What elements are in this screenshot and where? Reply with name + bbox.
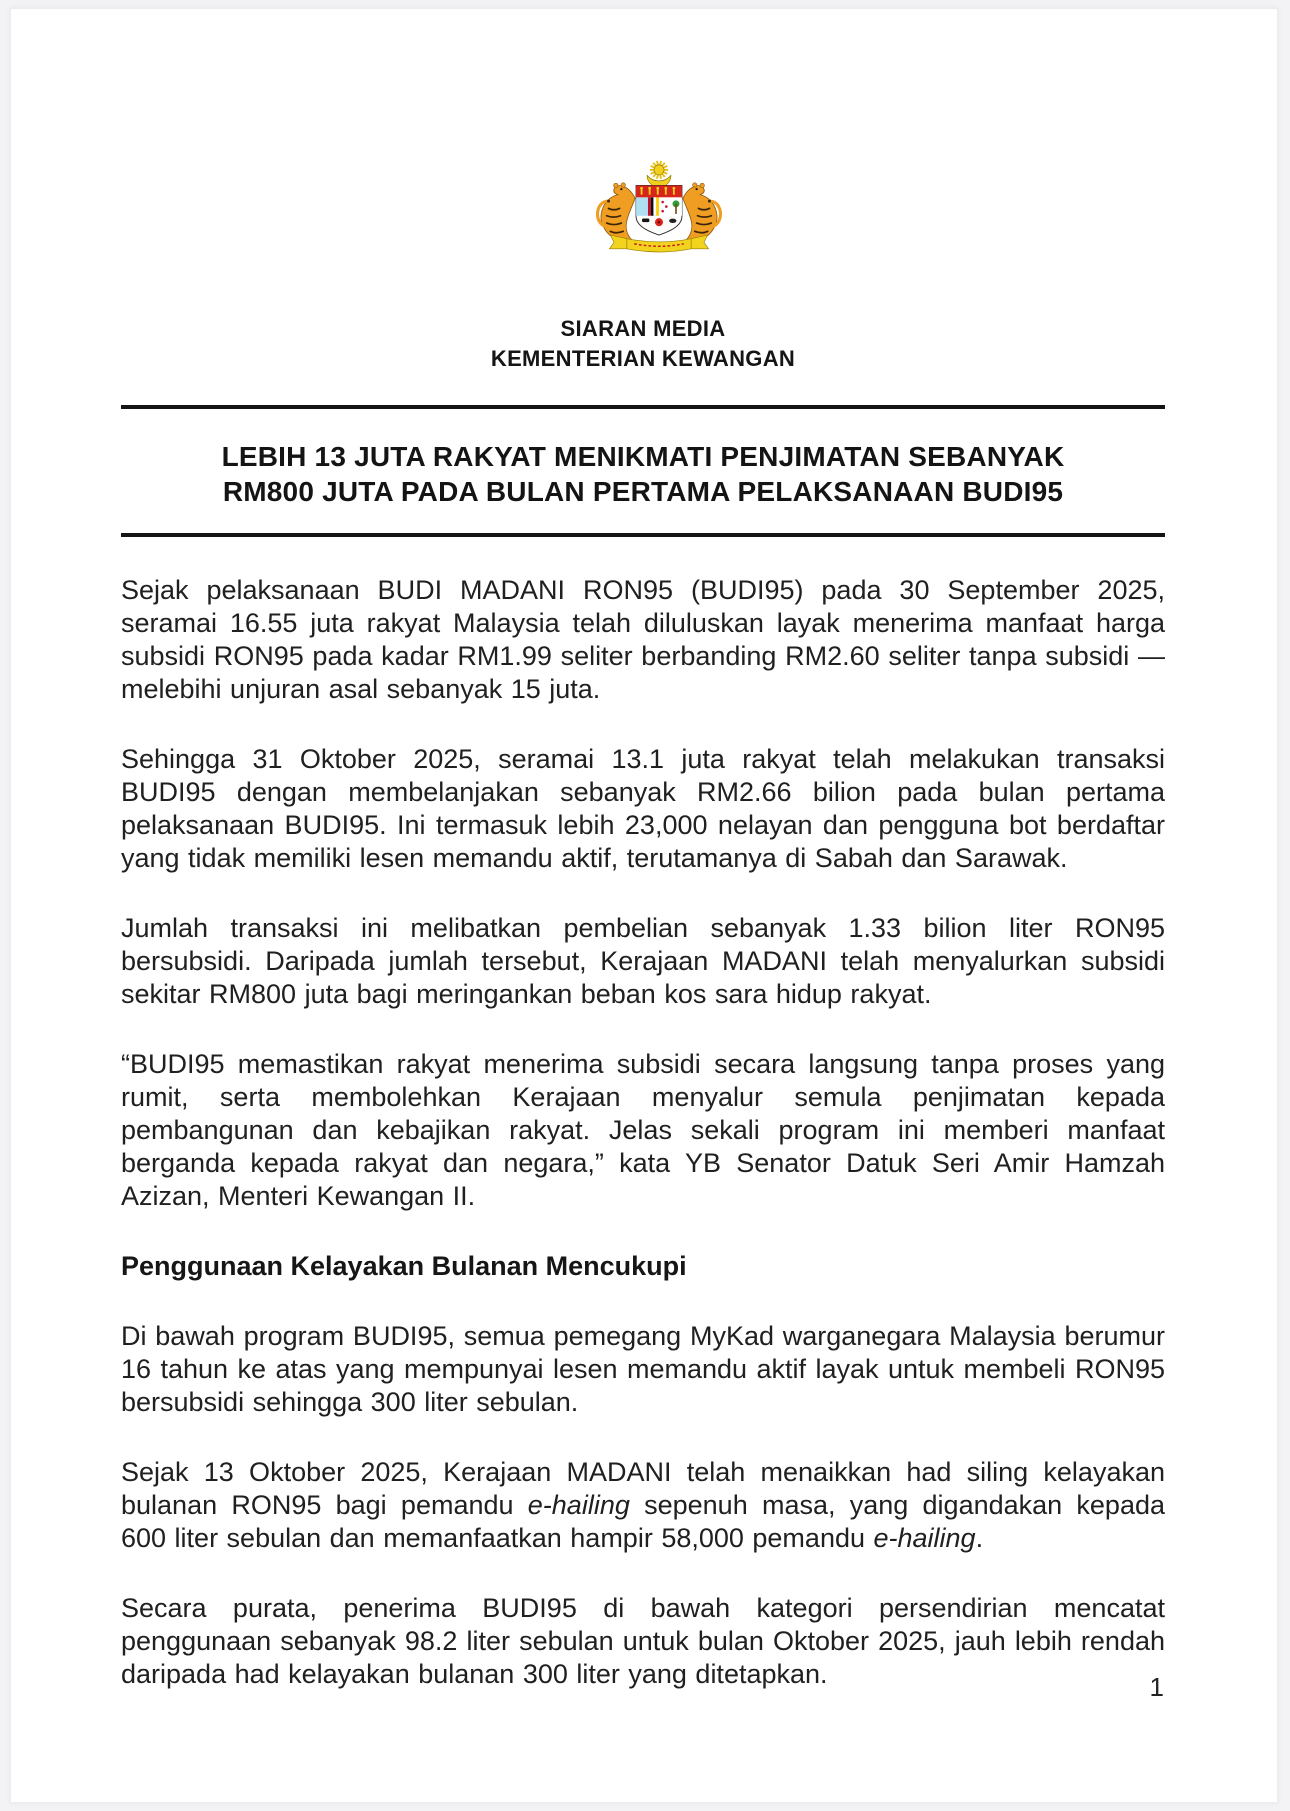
text-run: . <box>975 1523 984 1553</box>
text-run: Jumlah transaksi ini melibatkan pembelian sebanyak 1.33 bilion liter RON95 bersubsidi. Daripada jumlah tersebut, Kerajaan MADANI telah menyalurkan subsidi sekitar RM800 juta bagi meringankan beban kos sara hidup rakyat. <box>121 913 1165 1009</box>
text-run: Sehingga 31 Oktober 2025, seramai 13.1 juta rakyat telah melakukan transaksi BUDI95 dengan membelanjakan sebanyak RM2.66 bilion pada bulan pertama pelaksanaan BUDI95. Ini termasuk lebih 23,000 nelayan dan pengguna bot berdaftar yang tidak memiliki lesen memandu aktif, terutamanya di Sabah dan Sarawak. <box>121 744 1165 873</box>
body-text <box>121 574 1165 1691</box>
malaysia-coat-of-arms-icon <box>581 156 737 270</box>
document-title <box>121 439 1165 509</box>
divider-rule-top <box>121 405 1165 409</box>
tiger-left-icon <box>597 183 635 241</box>
federal-star-icon <box>650 161 668 179</box>
text-run: sepenuh masa, yang digandakan kepada 600 liter sebulan dan memanfaatkan hampir 58,000 pemandu <box>121 1490 1165 1553</box>
body-paragraph <box>121 912 1165 1011</box>
text-run: Sejak pelaksanaan BUDI MADANI RON95 (BUDI95) pada 30 September 2025, seramai 16.55 juta rakyat Malaysia telah diluluskan layak menerima manfaat harga subsidi RON95 pada kadar RM1.99 seliter berbanding RM2.60 seliter tanpa subsidi — melebihi unjuran asal sebanyak 15 juta. <box>121 575 1165 704</box>
body-paragraph <box>121 1592 1165 1691</box>
document-page <box>10 8 1278 1803</box>
section-heading: Penggunaan Kelayakan Bulanan Mencukupi <box>121 1251 687 1281</box>
document-title-line-2: RM800 JUTA PADA BULAN PERTAMA PELAKSANAAN BUDI95 <box>222 476 1064 507</box>
text-run: “BUDI95 memastikan rakyat menerima subsidi secara langsung tanpa proses yang rumit, serta membolehkan Kerajaan menyalur semula penjimatan kepada pembangunan dan kebajikan rakyat. Jelas sekali program ini memberi manfaat berganda kepada rakyat dan negara,” kata YB Senator Datuk Seri Amir Hamzah Azizan, Menteri Kewangan II. <box>121 1049 1165 1211</box>
crest-container <box>581 156 737 270</box>
body-paragraph <box>121 574 1165 706</box>
body-paragraph <box>121 743 1165 875</box>
document-title-line-1: LEBIH 13 JUTA RAKYAT MENIKMATI PENJIMATAN SEBANYAK <box>221 441 1065 472</box>
text-run: Secara purata, penerima BUDI95 di bawah kategori persendirian mencatat penggunaan sebanyak 98.2 liter sebulan untuk bulan Oktober 2025, jauh lebih rendah daripada had kelayakan bulanan 300 liter yang ditetapkan. <box>121 1593 1165 1689</box>
italic-text-run: e-hailing <box>527 1490 630 1520</box>
shield-icon <box>636 185 682 235</box>
text-run: Di bawah program BUDI95, semua pemegang MyKad warganegara Malaysia berumur 16 tahun ke atas yang mempunyai lesen memandu aktif layak untuk membeli RON95 bersubsidi sehingga 300 liter sebulan. <box>121 1321 1165 1417</box>
body-paragraph <box>121 1456 1165 1555</box>
ministry-name: KEMENTERIAN KEWANGAN <box>490 346 796 371</box>
page-number: 1 <box>1149 1672 1164 1702</box>
italic-text-run: e-hailing <box>873 1523 976 1553</box>
body-paragraph <box>121 1048 1165 1213</box>
text-run: Sejak 13 Oktober 2025, Kerajaan MADANI telah menaikkan had siling kelayakan bulanan RON95 bagi pemandu <box>121 1457 1165 1520</box>
press-release-header <box>121 314 1165 374</box>
divider-rule-bottom <box>121 533 1165 537</box>
body-paragraph <box>121 1320 1165 1419</box>
press-release-label: SIARAN MEDIA <box>560 316 726 341</box>
tiger-right-icon <box>683 183 721 241</box>
